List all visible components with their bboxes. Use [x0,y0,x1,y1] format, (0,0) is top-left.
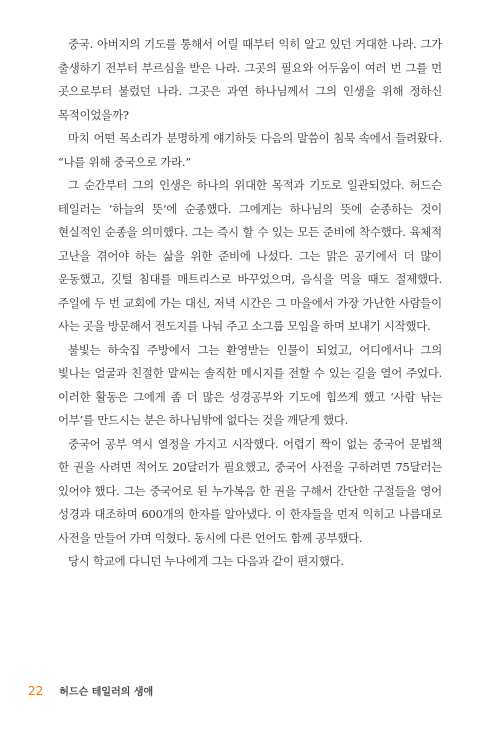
body-text [58,33,442,574]
paragraph-3: 그 순간부터 그의 인생은 하나의 위대한 목적과 기도로 일관되었다. 허드슨 테일러는 ‘하늘의 뜻’에 순종했다. 그에게는 하나님의 뜻에 순종하는 것이 현실적인 순종을 의미했다. 그는 즉시 할 수 있는 모든 준비에 착수했다. 육체적 고난을 겪어야 하는 삶을 위한 준비에 나섰다. 그는 맑은 공기에서 더 많이 운동했고, 깃털 침대를 매트리스로 바꾸었으며, 음식을 먹을 때도 절제했다. 주일에 두 번 교회에 가는 대신, 저녁 시간은 그 마을에서 가장 가난한 사람들이 사는 곳을 방문해서 전도지를 나눠 주고 소그룹 모임을 하며 보내기 시작했다. [58,178,442,333]
paragraph-2: 마치 어떤 목소리가 분명하게 얘기하듯 다음의 말씀이 침묵 속에서 들려왔다. “나를 위해 중국으로 가라.” [58,131,442,169]
page-footer [28,683,153,698]
paragraph-1: 중국. 아버지의 기도를 통해서 어릴 때부터 익히 알고 있던 거대한 나라. 그가 출생하기 전부터 부르심을 받은 나라. 그곳의 필요와 어두움이 여러 번 그를 먼 곳으로부터 불렀던 나라. 그곳은 과연 하나님께서 그의 인생을 위해 정하신 목적이었을까? [58,37,442,122]
paragraph-4: 불빛는 하숙집 주방에서 그는 환영받는 인물이 되었고, 어디에서나 그의 빛나는 얼굴과 친절한 말씨는 솔직한 메시지를 전할 수 있는 길을 열어 주었다. 이러한 활동은 그에게 좀 더 많은 성경공부와 기도에 힘쓰게 했고 ‘사람 낚는 어부’를 만드시는 분은 하나님밖에 없다는 것을 깨닫게 했다. [58,342,442,427]
paragraph-6: 당시 학교에 다니던 누나에게 그는 다음과 같이 편지했다. [68,554,344,568]
running-title: 허드슨 테일러의 생애 [59,687,154,698]
paragraph-5: 중국어 공부 역시 열정을 가지고 시작했다. 어렵기 짝이 없는 중국어 문법책 한 권을 사려면 적어도 20달러가 필요했고, 중국어 사전을 구하려면 75달러는 있어야 했다. 그는 중국어로 된 누가복음 한 권을 구해서 간단한 구절들을 영어 성경과 대조하며 600개의 한자를 알아냈다. 이 한자들을 먼저 익히고 나름대로 사전을 만들어 가며 익혔다. 동시에 다른 언어도 함께 공부했다. [58,436,442,545]
page-number: 22 [28,684,44,698]
